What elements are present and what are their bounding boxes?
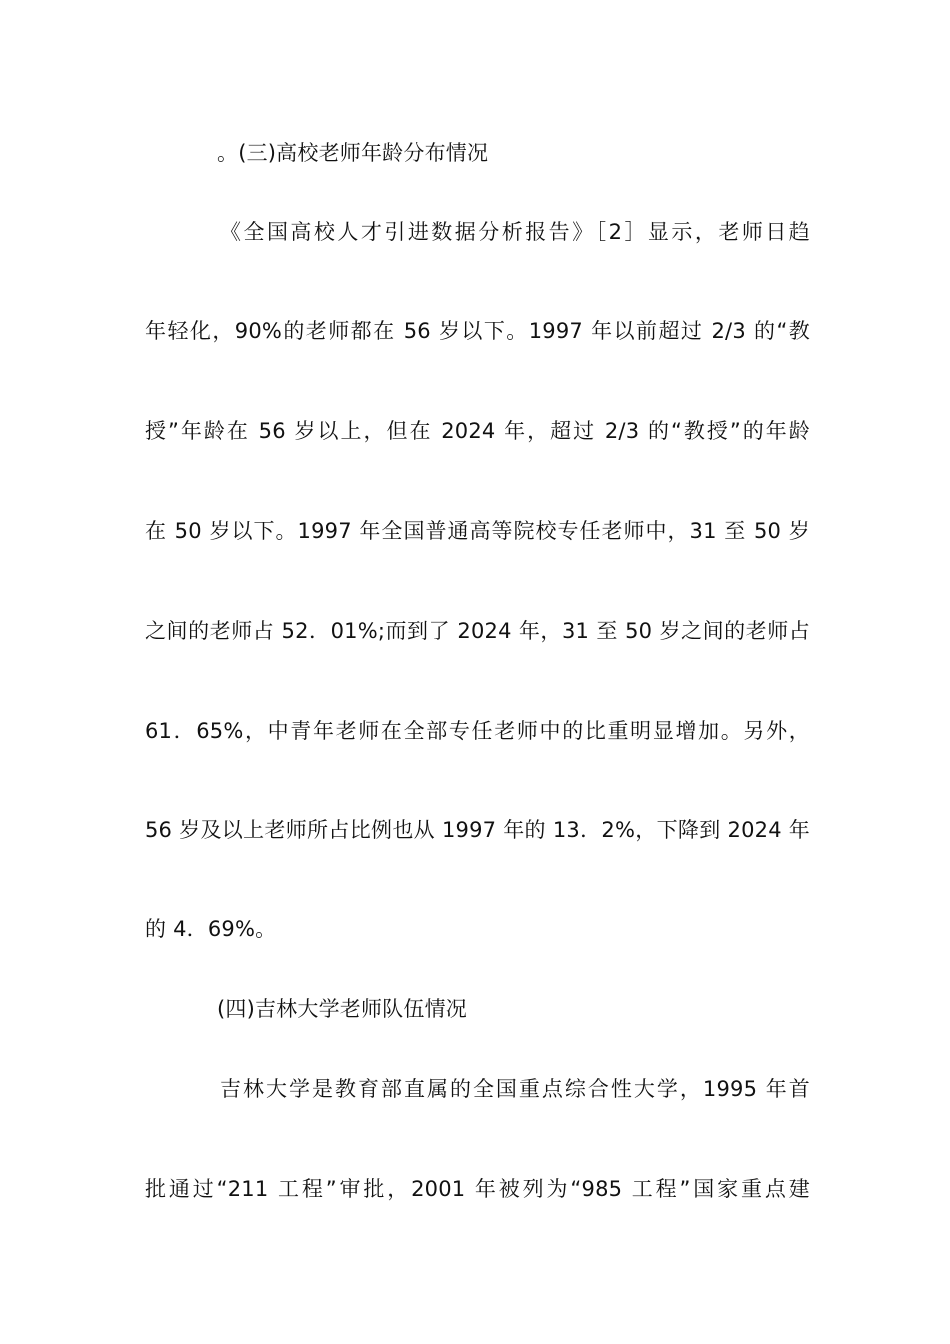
paragraph-line: 之间的老师占 52．01%;而到了 2024 年，31 至 50 岁之间的老师占 (145, 619, 810, 643)
section-heading-3: 。(三)高校老师年龄分布情况 (217, 141, 489, 165)
paragraph-line: 56 岁及以上老师所占比例也从 1997 年的 13．2%，下降到 2024 年 (145, 818, 810, 842)
paragraph-line: 年轻化，90%的老师都在 56 岁以下。1997 年以前超过 2/3 的“教 (145, 319, 810, 343)
paragraph-line: 的 4．69%。 (145, 917, 277, 941)
section-heading-4: (四)吉林大学老师队伍情况 (217, 997, 467, 1021)
paragraph-line: 《全国高校人才引进数据分析报告》［2］显示，老师日趋 (220, 220, 810, 244)
paragraph-line: 在 50 岁以下。1997 年全国普通高等院校专任老师中，31 至 50 岁 (145, 519, 810, 543)
paragraph-line: 吉林大学是教育部直属的全国重点综合性大学，1995 年首 (220, 1077, 810, 1101)
paragraph-line: 授”年龄在 56 岁以上，但在 2024 年，超过 2/3 的“教授”的年龄 (145, 419, 810, 443)
paragraph-line: 批通过“211 工程”审批，2001 年被列为“985 工程”国家重点建 (145, 1177, 810, 1201)
paragraph-line: 61．65%，中青年老师在全部专任老师中的比重明显增加。另外， (145, 719, 810, 743)
